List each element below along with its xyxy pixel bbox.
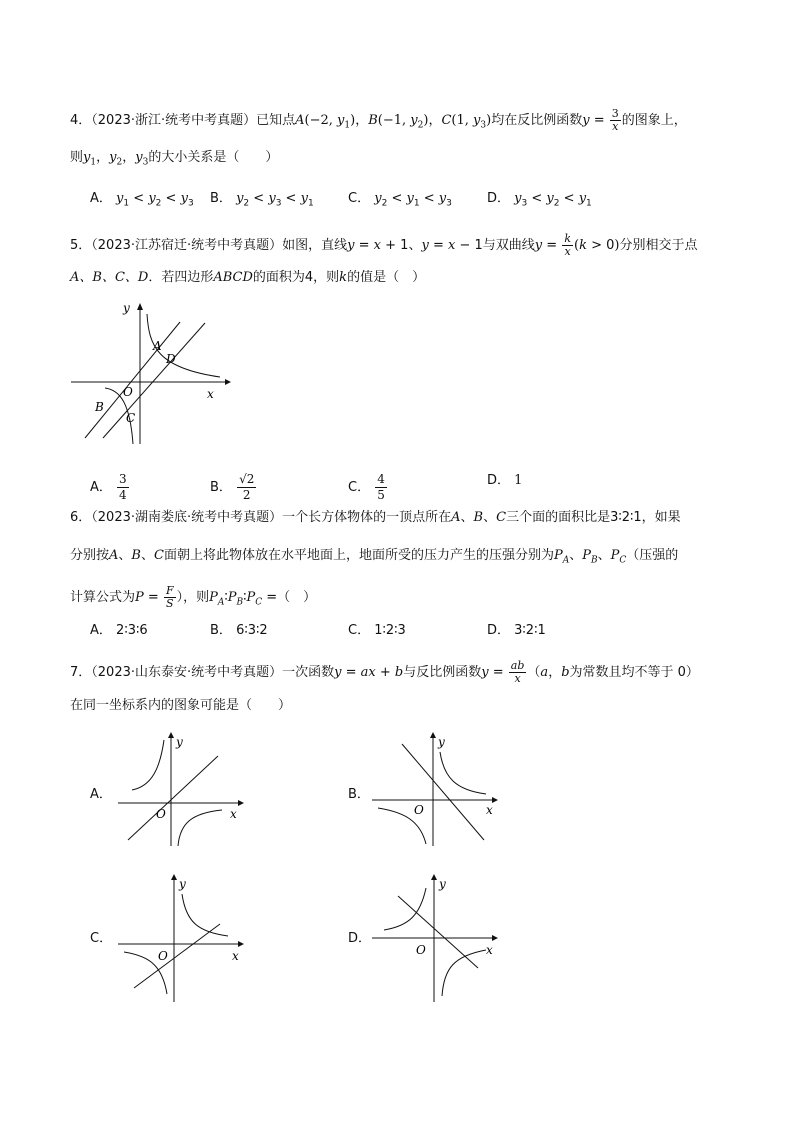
q5-label-y: y xyxy=(123,301,130,315)
q7-line1: 7．（2023·山东泰安·统考中考真题）一次函数y = ax + b与反比例函数y = $\frac{ab}{x}$ （a，b为常数且均不等于 0） xyxy=(70,659,699,685)
svg-text:x: x xyxy=(486,943,493,957)
q5-line2: A、B、C、D．若四边形ABCD的面积为4，则k的值是（ ） xyxy=(70,270,426,285)
q6-line1: 6．（2023·湖南娄底·统考中考真题）一个长方体物体的一顶点所在A、B、C三个面的面积比是3∶2∶1，如果 xyxy=(70,510,681,525)
q4-line2: 则$y_1$，$y_2$，$y_3$的大小关系是（ ） xyxy=(70,150,279,168)
q5-label-o: O xyxy=(123,385,133,399)
q6-option-a[interactable]: A． 2∶3∶6 xyxy=(90,623,148,638)
q4-suffix: 的图象上， xyxy=(621,113,687,128)
q5-figure xyxy=(65,298,235,448)
q6-option-b[interactable]: B． 6∶3∶2 xyxy=(210,623,268,638)
q7-graph-d[interactable] xyxy=(368,868,508,1008)
q7-graph-b[interactable] xyxy=(368,728,508,848)
q5-points: A、B、C、D xyxy=(70,270,149,285)
q4-option-b[interactable]: B． $y_2 < y_3 < y_1$ xyxy=(210,191,314,209)
q5-label-x: x xyxy=(207,387,214,401)
svg-text:y: y xyxy=(176,735,183,749)
q4-prefix: 4．（2023·浙江·统考中考真题）已知点 xyxy=(70,113,296,128)
q4-option-a[interactable]: A． $y_1 < y_2 < y_3$ xyxy=(90,191,194,209)
q6-line2: 分别按A、B、C面朝上将此物体放在水平地面上，地面所受的压力产生的压强分别为$P_A$、$P_B$、$P_C$（压强的 xyxy=(70,548,679,566)
q7-option-d-label[interactable]: D． xyxy=(348,931,372,946)
q7-option-a-label[interactable]: A． xyxy=(90,787,112,802)
q5-option-a[interactable]: A． $\frac{3}{4}$ xyxy=(90,472,127,502)
q4-mid: 均在反比例函数 xyxy=(491,113,583,128)
q6-option-c[interactable]: C． 1∶2∶3 xyxy=(348,623,406,638)
svg-text:y: y xyxy=(439,877,446,891)
svg-text:O: O xyxy=(158,949,168,963)
q5-prefix: 5．（2023·江苏宿迁·统考中考真题）如图，直线 xyxy=(70,238,348,253)
svg-text:O: O xyxy=(156,807,166,821)
q4-point-a: A xyxy=(295,113,305,128)
q4-line1: 4．（2023·浙江·统考中考真题）已知点A(−2, $y_1$)，B(−1, $y_2$)，C(1, $y_3$)均在反比例函数y = $\frac{3}{x}$ 的图象上， xyxy=(70,107,687,133)
q6-line3: 计算公式为P = $\frac{F}{S}$ ），则$P_A∶P_B∶P_C$ =（ ） xyxy=(70,584,317,610)
svg-text:y: y xyxy=(179,877,186,891)
q4-option-d[interactable]: D． $y_3 < y_2 < y_1$ xyxy=(487,191,592,209)
svg-text:y: y xyxy=(438,735,445,749)
q7-line2: 在同一坐标系内的图象可能是（ ） xyxy=(70,698,292,713)
q4-option-c[interactable]: C． $y_2 < y_1 < y_3$ xyxy=(348,191,452,209)
q5-option-b[interactable]: B． $\frac{√2}{2}$ xyxy=(210,472,255,502)
svg-text:x: x xyxy=(230,807,237,821)
q4-fraction: $\frac{3}{x}$ xyxy=(611,107,619,133)
q7-graph-c[interactable] xyxy=(112,868,252,1008)
q4-point-c: C xyxy=(441,113,452,128)
q5-line1: 5．（2023·江苏宿迁·统考中考真题）如图，直线y = x + 1、y = x − 1与双曲线y = $\frac{k}{x}$ (k > 0)分别相交于点 xyxy=(70,232,698,258)
svg-text:O: O xyxy=(414,803,424,817)
q4-point-b: B xyxy=(368,113,378,128)
q7-option-c-label[interactable]: C． xyxy=(90,931,113,946)
q5-label-b: B xyxy=(95,400,104,414)
svg-text:x: x xyxy=(486,803,493,817)
q5-option-c[interactable]: C． $\frac{4}{5}$ xyxy=(348,472,385,502)
q7-option-b-label[interactable]: B． xyxy=(348,787,370,802)
q6-option-d[interactable]: D． 3∶2∶1 xyxy=(487,623,546,638)
q5-label-c: C xyxy=(126,411,136,425)
svg-text:O: O xyxy=(416,943,426,957)
svg-text:x: x xyxy=(232,949,239,963)
q5-label-d: D xyxy=(166,352,176,366)
q5-option-d[interactable]: D． 1 xyxy=(487,473,523,488)
q5-label-a: A xyxy=(153,339,162,353)
q7-graph-a[interactable] xyxy=(112,728,252,848)
